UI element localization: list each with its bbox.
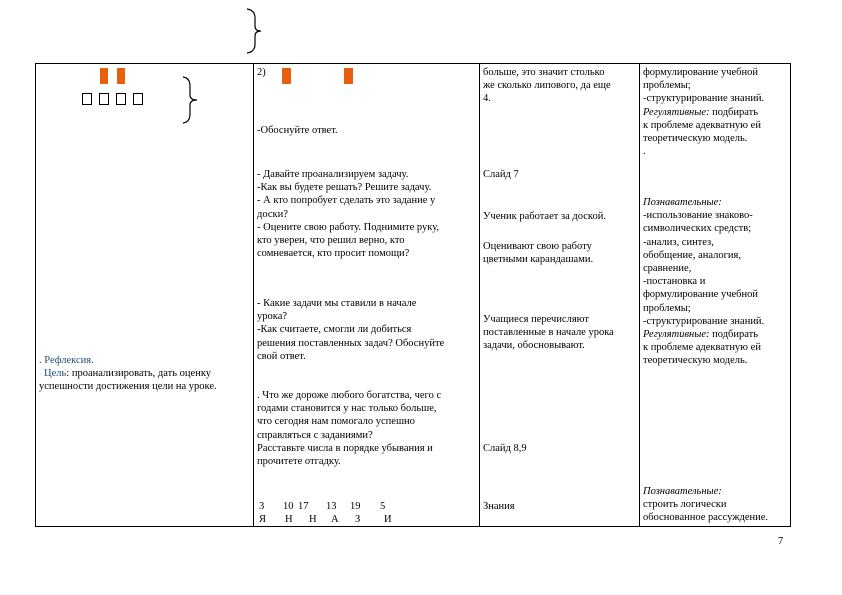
text-line: свой ответ. [257,350,306,362]
page-number: 7 [778,536,784,547]
riddle-letter: И [384,514,392,525]
text-line: теоретическую модель. [643,133,748,145]
text-line: больше, это значит столько [483,67,605,78]
regulative-text: подбирать [709,106,759,118]
uud-block-top [643,66,764,158]
text-line: -структурирование знаний. [643,315,765,327]
text-line: - Какие задачи мы ставили в начале [257,298,417,309]
placeholder-box-icon [99,93,109,105]
regulative-line [643,328,764,341]
text-line: строить логически [643,499,727,511]
text-line: прочитете отгадку. [257,456,341,468]
goal-line [44,367,211,380]
orange-marker-4 [344,68,353,84]
orange-marker-2 [117,68,125,84]
text-line: -структурирование знаний. [643,93,765,105]
text-line: кто уверен, что решил верно, кто [257,235,405,247]
table-col-divider-2 [479,63,480,527]
table-col-divider-1 [253,63,254,527]
student-activity-top [483,66,611,106]
table-right-border [790,63,791,527]
text-line: поставленные в начале урока [483,327,614,339]
goal-label: Цель [44,368,67,379]
slide-7-label: Слайд 7 [483,169,519,180]
riddle-letter: Н [309,514,317,525]
text-line: к проблеме адекватную ей [643,342,761,354]
text-line: проблемы; [643,302,691,314]
table-left-border [35,63,36,527]
regulative-label: Регулятивные: [643,329,710,341]
text-line: проблемы; [643,80,691,92]
teacher-block-1 [257,168,439,260]
text-line: теоретическую модель. [643,355,748,367]
text-line: урока? [257,311,288,323]
orange-marker-1 [100,68,108,84]
students-list-text [483,313,614,353]
text-line: формулирование учебной [643,289,758,301]
text-line: доски? [257,208,288,220]
text-line: - А кто попробует сделать это задание у [257,195,436,207]
placeholder-box-icon [116,93,126,105]
uud-block-cognitive [643,196,764,368]
reflection-heading: . Рефлексия. [39,355,94,366]
riddle-letter: Н [285,514,293,525]
text-line: сомневается, кто просит помощи? [257,248,410,260]
text-line: . Что же дороже любого богатства, чего с [257,390,442,401]
riddle-block [257,389,441,468]
placeholder-box-icon [133,93,143,105]
goal-text: : проанализировать, дать оценку [66,368,212,379]
teacher-block-2 [257,297,444,363]
text-line: -Как считаете, смогли ли добиться [257,324,412,336]
text-line: . [643,146,646,158]
text-line: справляться с заданиями? [257,429,373,441]
riddle-number: 3 [259,501,265,512]
item-number: 2) [257,67,266,78]
table-bottom-border [35,526,791,527]
regulative-label: Регулятивные: [643,106,710,118]
orange-marker-3 [282,68,291,84]
riddle-letter: З [355,514,361,525]
text-line: - Давайте проанализируем задачу. [257,169,409,180]
text-line: -Как вы будете решать? Решите задачу. [257,182,432,194]
text-line: годами становится у нас только больше, [257,403,437,415]
uud-block-bottom [643,485,768,525]
text-line: Расставьте числа в порядке убывания и [257,442,433,454]
text-line: задачи, обосновывают. [483,340,585,352]
self-evaluate-text [483,240,593,266]
text-line: Учащиеся перечисляют [483,314,589,325]
text-line: -анализ, синтез, [643,236,714,248]
riddle-number: 10 [283,501,294,512]
justify-prompt: -Обоснуйте ответ. [257,125,338,136]
cognitive-label: Познавательные: [643,486,722,497]
text-line: обобщение, аналогия, [643,249,741,261]
regulative-text: подбирать [709,329,759,341]
text-line: обоснованное рассуждение. [643,512,769,524]
riddle-number: 19 [350,501,361,512]
table-col-divider-3 [639,63,640,527]
text-line: -постановка и [643,276,706,288]
text-line: что сегодня нам помогало успешно [257,416,415,428]
regulative-line [643,106,764,119]
riddle-number: 5 [380,501,386,512]
text-line: решения поставленных задач? Обоснуйте [257,337,445,349]
board-work-text: Ученик работает за доской. [483,211,606,222]
brace-top-icon [243,8,263,54]
cognitive-label: Познавательные: [643,197,722,208]
table-top-border [35,63,791,64]
text-line: к проблеме адекватную ей [643,119,761,131]
text-line: символических средств; [643,223,752,235]
slide-8-9-label: Слайд 8,9 [483,443,527,454]
riddle-letter: Я [259,514,267,525]
riddle-number: 13 [326,501,337,512]
goal-text-2: успешности достижения цели на уроке. [39,381,217,392]
text-line: же сколько липового, да еще [483,80,611,92]
text-line: сравнение, [643,263,692,275]
text-line: 4. [483,93,491,105]
brace-left-icon [180,76,200,124]
text-line: -использование знаково- [643,210,753,222]
riddle-letter: А [331,514,339,525]
riddle-number: 17 [298,501,309,512]
text-line: - Оцените свою работу. Поднимите руку, [257,221,440,233]
knowledge-answer: Знания [483,501,515,512]
text-line: цветными карандашами. [483,254,594,266]
text-line: Оценивают свою работу [483,241,592,252]
text-line: формулирование учебной [643,67,758,78]
placeholder-box-icon [82,93,92,105]
